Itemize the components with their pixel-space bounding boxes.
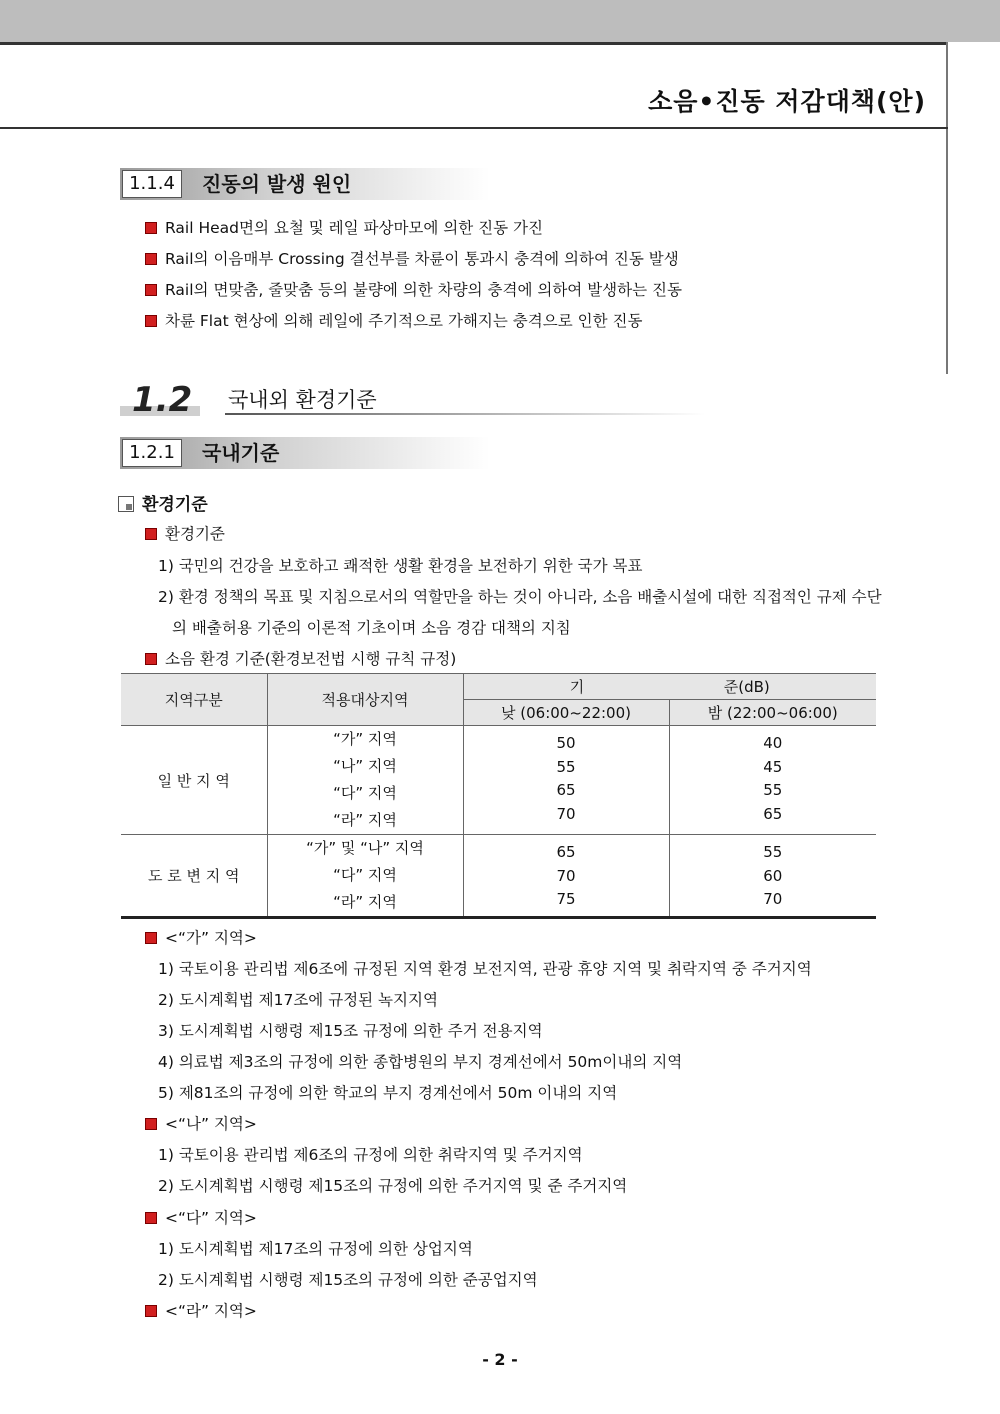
- header-divider: [0, 42, 948, 45]
- subheading-environment-standard: 환경기준: [118, 490, 208, 515]
- list-item: 환경기준: [145, 522, 225, 544]
- list-item: 차륜 Flat 현상에 의해 레일에 주기적으로 가해지는 충격으로 인한 진동: [145, 309, 642, 331]
- numbered-item: 2) 도시계획법 시행령 제15조의 규정에 의한 주거지역 및 준 주거지역: [158, 1177, 628, 1195]
- numbered-item: 5) 제81조의 규정에 의한 학교의 부지 경계선에서 50m 이내의 지역: [158, 1084, 618, 1102]
- chapter-number: 1.2: [132, 380, 193, 420]
- numbered-item: 4) 의료법 제3조의 규정에 의한 종합병원의 부지 경계선에서 50m이내의 지역: [158, 1053, 683, 1071]
- bullet-square-icon: [145, 222, 157, 234]
- subheading-box-icon: [118, 496, 134, 512]
- bullet-square-icon: [145, 1118, 157, 1130]
- zone-label-ra: <“라” 지역>: [145, 1299, 257, 1321]
- table-header-region: 지역구분: [121, 674, 267, 726]
- right-edge-line: [946, 42, 948, 374]
- table-header-night: 밤 (22:00~06:00): [669, 700, 876, 726]
- table-cell-night: 55 60 70: [669, 835, 876, 918]
- chapter-heading-1-2: [120, 380, 700, 418]
- title-rule: [0, 127, 948, 129]
- table-cell-targets: “가” 지역 “나” 지역 “다” 지역 “라” 지역: [267, 726, 463, 835]
- table-cell-night: 40 45 55 65: [669, 726, 876, 835]
- numbered-item: 2) 도시계획법 시행령 제15조의 규정에 의한 준공업지역: [158, 1271, 538, 1289]
- numbered-item-continuation: 의 배출허용 기준의 이론적 기초이며 소음 경감 대책의 지침: [172, 619, 571, 637]
- top-header-bar: [0, 0, 1000, 42]
- numbered-item: 2) 환경 정책의 목표 및 지침으로서의 역할만을 하는 것이 아니라, 소음 배출시설에 대한 직접적인 규제 수단: [158, 588, 882, 606]
- page-number: - 2 -: [482, 1350, 518, 1369]
- zone-label-ga: <“가” 지역>: [145, 926, 257, 948]
- bullet-square-icon: [145, 528, 157, 540]
- bullet-square-icon: [145, 1212, 157, 1224]
- section-number: 1.2.1: [122, 439, 182, 467]
- zone-label-na: <“나” 지역>: [145, 1112, 257, 1134]
- noise-standard-table: [121, 673, 876, 919]
- table-row: [121, 726, 876, 835]
- list-item: Rail의 면맞춤, 줄맞춤 등의 불량에 의한 차량의 충격에 의하여 발생하는 진동: [145, 278, 682, 300]
- section-title: 진동의 발생 원인: [202, 172, 352, 196]
- table-row: [121, 835, 876, 918]
- section-number: 1.1.4: [122, 170, 182, 198]
- list-item: 소음 환경 기준(환경보전법 시행 규칙 규정): [145, 647, 456, 669]
- numbered-item: 1) 도시계획법 제17조의 규정에 의한 상업지역: [158, 1240, 473, 1258]
- bullet-square-icon: [145, 284, 157, 296]
- bullet-square-icon: [145, 1305, 157, 1317]
- zone-label-da: <“다” 지역>: [145, 1206, 257, 1228]
- list-item: Rail의 이음매부 Crossing 결선부를 차륜이 통과시 충격에 의하여 진동 발생: [145, 247, 679, 269]
- table-cell-day: 50 55 65 70: [463, 726, 669, 835]
- table-header-standard: 기 준(dB): [463, 674, 876, 700]
- table-cell-region: 도 로 변 지 역: [121, 835, 267, 918]
- list-item: Rail Head면의 요철 및 레일 파상마모에 의한 진동 가진: [145, 216, 543, 238]
- table-cell-day: 65 70 75: [463, 835, 669, 918]
- table-header-target: 적용대상지역: [267, 674, 463, 726]
- numbered-item: 1) 국민의 건강을 보호하고 쾌적한 생활 환경을 보전하기 위한 국가 목표: [158, 557, 643, 575]
- table-cell-region: 일 반 지 역: [121, 726, 267, 835]
- section-heading-1-1-4: [120, 168, 490, 200]
- section-heading-1-2-1: [120, 437, 490, 469]
- numbered-item: 1) 국토이용 관리법 제6조의 규정에 의한 취락지역 및 주거지역: [158, 1146, 583, 1164]
- chapter-title: 국내외 환경기준: [228, 388, 377, 412]
- document-title: 소음•진동 저감대책(안): [648, 87, 926, 116]
- chapter-underline: [225, 413, 705, 415]
- numbered-item: 2) 도시계획법 제17조에 규정된 녹지지역: [158, 991, 438, 1009]
- table-header-day: 낮 (06:00~22:00): [463, 700, 669, 726]
- bullet-square-icon: [145, 253, 157, 265]
- bullet-square-icon: [145, 315, 157, 327]
- bullet-square-icon: [145, 653, 157, 665]
- section-title: 국내기준: [202, 441, 280, 465]
- numbered-item: 3) 도시계획법 시행령 제15조 규정에 의한 주거 전용지역: [158, 1022, 543, 1040]
- table-cell-targets: “가” 및 “나” 지역 “다” 지역 “라” 지역: [267, 835, 463, 918]
- numbered-item: 1) 국토이용 관리법 제6조에 규정된 지역 환경 보전지역, 관광 휴양 지역 및 취락지역 중 주거지역: [158, 960, 812, 978]
- bullet-square-icon: [145, 932, 157, 944]
